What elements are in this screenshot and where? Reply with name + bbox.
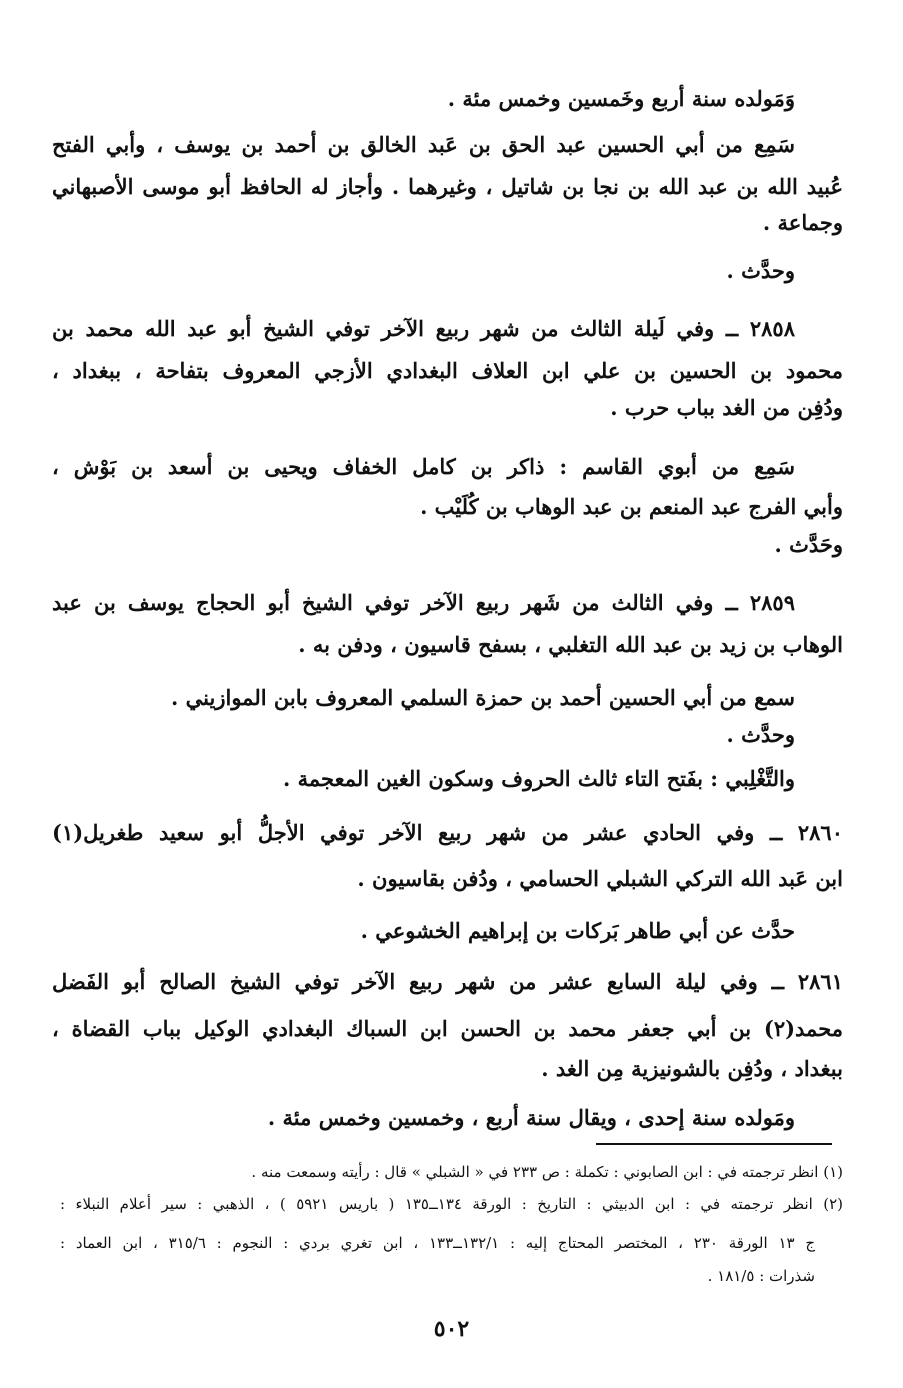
body-line: وحدَّث . xyxy=(726,722,795,747)
page-number: ٥٠٢ xyxy=(433,1316,470,1342)
body-line: سمع من أبي الحسين أحمد بن حمزة السلمي المعروف بابن الموازيني . xyxy=(171,685,795,710)
footnote-2-cont: شذرات : ١٨١/٥ . xyxy=(707,1267,815,1285)
body-line: الوهاب بن زيد بن عبد الله التغلبي ، بسفح قاسيون ، ودفن به . xyxy=(298,632,843,657)
body-line: وحدَّث . xyxy=(726,258,795,283)
body-line: وجماعة . xyxy=(762,210,843,235)
body-line: عُبيد الله بن عبد الله بن نجا بن شاتيل ، وغيرهما . وأجاز له الحافظ أبو موسى الأصبهاني xyxy=(52,174,843,199)
body-line: محمود بن الحسين بن علي ابن العلاف البغدادي الأزجي المعروف بتفاحة ، ببغداد ، xyxy=(52,358,843,383)
body-line: والتَّغْلِبي : بفَتح التاء ثالث الحروف وسكون الغين المعجمة . xyxy=(283,766,795,791)
body-line: حدَّث عن أبي طاهر بَركات بن إبراهيم الخشوعي . xyxy=(360,918,795,943)
entry-2861-line: ٢٨٦١ ــ وفي ليلة السابع عشر من شهر ربيع الآخر توفي الشيخ الصالح أبو الفَضل xyxy=(52,969,843,994)
body-line: سَمِع من أبوي القاسم : ذاكر بن كامل الخفاف ويحيى بن أسعد بن بَوْش ، xyxy=(52,454,795,479)
footnote-2-cont: ج ١٣ الورقة ٢٣٠ ، المختصر المحتاج إليه : ١٣٢/١ــ١٣٣ ، ابن تغري بردي : النجوم : ٣١٥/٦ ، ابن العماد : xyxy=(60,1234,816,1252)
footnote-separator xyxy=(596,1143,832,1145)
body-line: محمد(٢) بن أبي جعفر محمد بن الحسن ابن السباك البغدادي الوكيل بباب القضاة ، xyxy=(52,1016,843,1041)
body-line: ببغداد ، ودُفِن بالشونيزية مِن الغد . xyxy=(541,1056,843,1081)
body-line: ومَولده سنة إحدى ، ويقال سنة أربع ، وخمسين وخمس مئة . xyxy=(267,1105,795,1130)
body-line: ابن عَبد الله التركي الشبلي الحسامي ، ودُفن بقاسيون . xyxy=(357,866,843,891)
body-line: وَمَولده سنة أربع وخَمسين وخمس مئة . xyxy=(447,86,795,111)
entry-2859-line: ٢٨٥٩ ــ وفي الثالث من شَهر ربيع الآخر توفي الشيخ أبو الحجاج يوسف بن عبد xyxy=(52,590,795,615)
entry-2858-line: ٢٨٥٨ ــ وفي لَيلة الثالث من شهر ربيع الآخر توفي الشيخ أبو عبد الله محمد بن xyxy=(52,316,795,341)
body-line: ودُفِن من الغد بباب حرب . xyxy=(610,395,843,420)
body-line: وحَدَّث . xyxy=(774,532,843,557)
footnote-2: (٢) انظر ترجمته في : ابن الدبيثي : التاريخ : الورقة ١٣٤ــ١٣٥ ( باريس ٥٩٢١ ) ، الذهبي : سير أعلام النبلاء : xyxy=(60,1195,843,1213)
footnote-1: (١) انظر ترجمته في : ابن الصابوني : تكملة : ص ٢٣٣ في « الشبلي » قال : رأيته وسمعت منه . xyxy=(251,1163,843,1181)
entry-2860-line: ٢٨٦٠ ــ وفي الحادي عشر من شهر ربيع الآخر توفي الأجلُّ أبو سعيد طغريل(١) xyxy=(52,820,843,845)
body-line: وأبي الفرج عبد المنعم بن عبد الوهاب بن كُلَيْب . xyxy=(420,494,843,519)
body-line: سَمِع من أبي الحسين عبد الحق بن عَبد الخالق بن أحمد بن يوسف ، وأبي الفتح xyxy=(52,132,795,157)
